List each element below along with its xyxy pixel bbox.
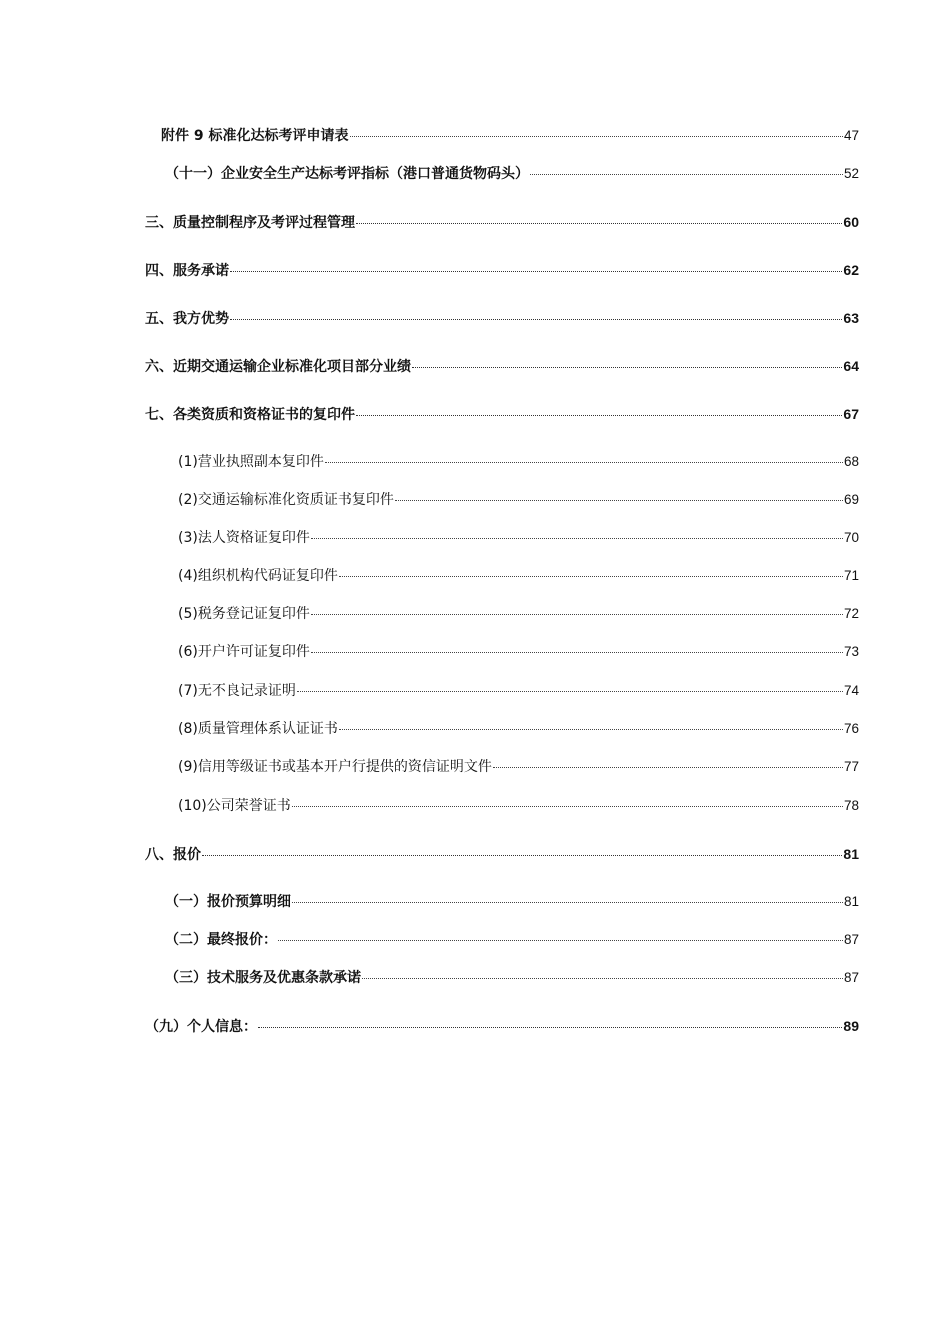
toc-page-number: 87 — [843, 970, 859, 985]
toc-entry-label: 附件 9 标准化达标考评申请表 — [161, 128, 349, 144]
toc-page-number: 78 — [843, 798, 859, 813]
toc-entry-label: (5)税务登记证复印件 — [178, 606, 310, 622]
toc-entry-label: （三）技术服务及优惠条款承诺 — [165, 970, 361, 986]
toc-dot-leader — [230, 271, 842, 272]
toc-dot-leader — [292, 806, 843, 807]
toc-entry-label: (10)公司荣誉证书 — [178, 798, 291, 814]
toc-entry-label: (7)无不良记录证明 — [178, 683, 296, 699]
toc-entry[interactable] — [165, 163, 859, 185]
toc-entry[interactable] — [178, 527, 859, 549]
toc-dot-leader — [311, 614, 843, 615]
toc-page-number: 87 — [843, 932, 859, 947]
toc-dot-leader — [395, 500, 843, 501]
toc-entry[interactable] — [145, 1015, 859, 1037]
toc-page-number: 76 — [843, 721, 859, 736]
toc-page-number: 77 — [843, 759, 859, 774]
toc-entry-label: 七、各类资质和资格证书的复印件 — [145, 407, 355, 423]
toc-page-number: 67 — [843, 406, 859, 422]
toc-entry-label: (3)法人资格证复印件 — [178, 530, 310, 546]
toc-entry[interactable] — [178, 451, 859, 473]
toc-dot-leader — [292, 902, 843, 903]
toc-dot-leader — [362, 978, 843, 979]
toc-dot-leader — [493, 767, 843, 768]
toc-page-number: 71 — [843, 568, 859, 583]
toc-page-number: 69 — [843, 492, 859, 507]
toc-dot-leader — [311, 652, 843, 653]
toc-dot-leader — [278, 940, 843, 941]
toc-page-number: 74 — [843, 683, 859, 698]
toc-page-number: 64 — [843, 358, 859, 374]
toc-page-number: 63 — [843, 310, 859, 326]
toc-dot-leader — [202, 855, 842, 856]
toc-dot-leader — [350, 136, 843, 137]
toc-page-number: 68 — [843, 454, 859, 469]
toc-dot-leader — [325, 462, 843, 463]
toc-entry-label: （二）最终报价： — [165, 932, 277, 948]
toc-page-number: 73 — [843, 644, 859, 659]
toc-dot-leader — [297, 691, 843, 692]
toc-entry[interactable] — [178, 718, 859, 740]
toc-entry[interactable] — [178, 795, 859, 817]
toc-entry[interactable] — [178, 680, 859, 702]
toc-dot-leader — [356, 223, 842, 224]
toc-page-number: 62 — [843, 262, 859, 278]
toc-entry-label: (4)组织机构代码证复印件 — [178, 568, 338, 584]
toc-dot-leader — [311, 538, 843, 539]
toc-entry-label: (9)信用等级证书或基本开户行提供的资信证明文件 — [178, 759, 492, 775]
toc-page-number: 81 — [843, 894, 859, 909]
toc-entry-label: 五、我方优势 — [145, 311, 229, 327]
toc-entry[interactable] — [165, 967, 859, 989]
toc-dot-leader — [356, 415, 842, 416]
toc-entry-label: (6)开户许可证复印件 — [178, 644, 310, 660]
toc-entry-label: （九）个人信息： — [145, 1019, 257, 1035]
toc-dot-leader — [530, 174, 843, 175]
toc-entry[interactable] — [178, 756, 859, 778]
toc-entry-label: 六、近期交通运输企业标准化项目部分业绩 — [145, 359, 411, 375]
toc-dot-leader — [230, 319, 842, 320]
toc-entry[interactable] — [178, 603, 859, 625]
toc-dot-leader — [412, 367, 842, 368]
toc-entry[interactable] — [145, 307, 859, 329]
toc-page-number: 47 — [843, 128, 859, 143]
toc-entry[interactable] — [165, 929, 859, 951]
toc-dot-leader — [339, 576, 843, 577]
toc-page-number: 60 — [843, 214, 859, 230]
toc-entry[interactable] — [161, 125, 859, 147]
toc-entry[interactable] — [178, 489, 859, 511]
toc-page-number: 70 — [843, 530, 859, 545]
toc-entry-label: 八、报价 — [145, 847, 201, 863]
toc-entry[interactable] — [145, 843, 859, 865]
toc-entry-label: (1)营业执照副本复印件 — [178, 454, 324, 470]
toc-entry-label: (8)质量管理体系认证证书 — [178, 721, 338, 737]
toc-entry-label: 四、服务承诺 — [145, 263, 229, 279]
toc-entry[interactable] — [178, 641, 859, 663]
toc-entry[interactable] — [145, 211, 859, 233]
toc-page-number: 52 — [843, 166, 859, 181]
toc-entry-label: （十一）企业安全生产达标考评指标（港口普通货物码头） — [165, 166, 529, 182]
toc-entry-label: (2)交通运输标准化资质证书复印件 — [178, 492, 394, 508]
toc-page-number: 72 — [843, 606, 859, 621]
toc-entry[interactable] — [178, 565, 859, 587]
toc-page-number: 81 — [843, 846, 859, 862]
toc-entry[interactable] — [145, 259, 859, 281]
toc-entry-label: （一）报价预算明细 — [165, 894, 291, 910]
toc-entry[interactable] — [165, 891, 859, 913]
toc-dot-leader — [339, 729, 843, 730]
toc-dot-leader — [258, 1027, 842, 1028]
toc-entry-label: 三、质量控制程序及考评过程管理 — [145, 215, 355, 231]
toc-page-number: 89 — [843, 1018, 859, 1034]
toc-entry[interactable] — [145, 403, 859, 425]
toc-entry[interactable] — [145, 355, 859, 377]
